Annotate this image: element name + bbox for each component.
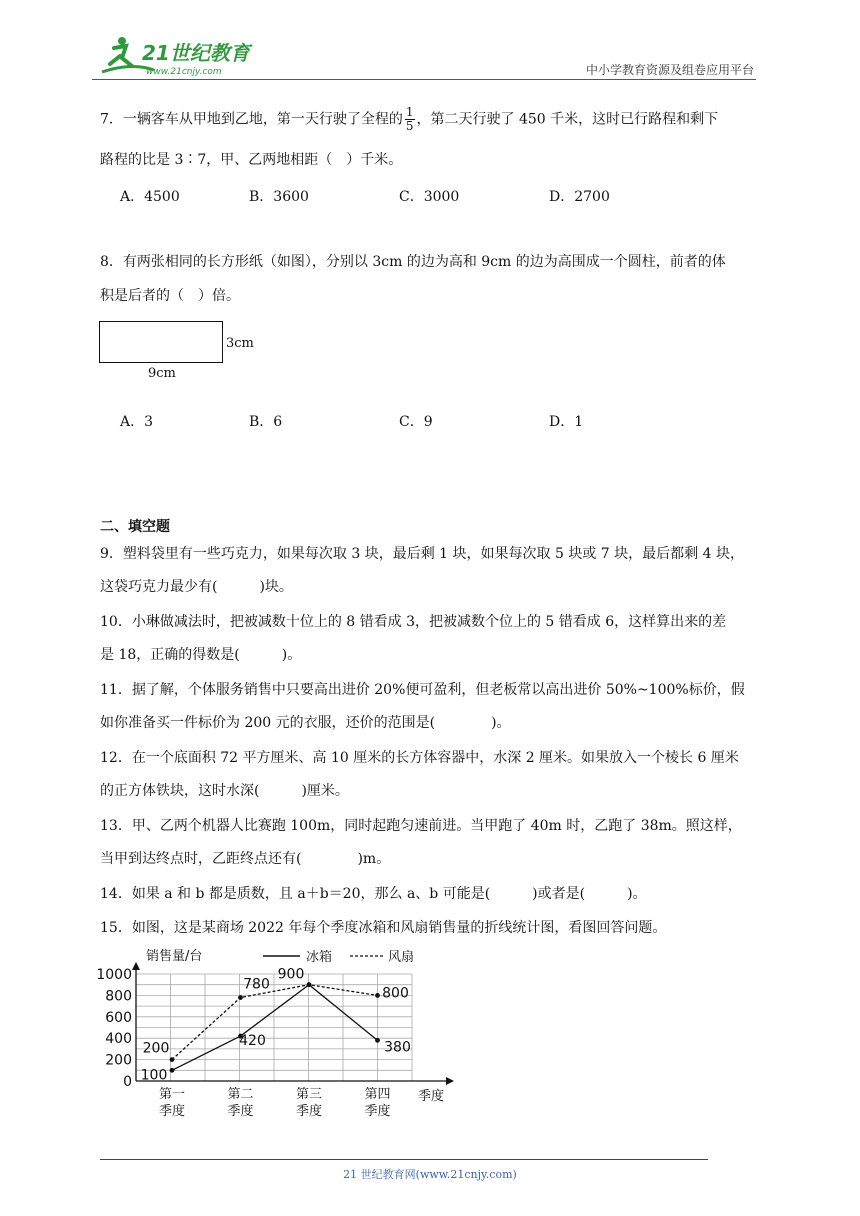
q7-option-d: D．2700 (549, 189, 610, 205)
y-tick-label: 600 (105, 1009, 132, 1026)
y-tick-label: 1000 (96, 967, 132, 983)
question-13-line2: 当甲到达终点时，乙距终点还有( )m。 (100, 851, 391, 867)
question-12-line2: 的正方体铁块，这时水深( )厘米。 (100, 783, 349, 799)
q7-option-a: A．4500 (120, 189, 180, 205)
y-tick-label: 800 (105, 988, 132, 1005)
question-8-line1: 8．有两张相同的长方形纸（如图），分别以 3cm 的边为高和 9cm 的边为高围成一个圆柱，前者的体 (100, 254, 726, 270)
y-tick-label: 0 (123, 1074, 132, 1090)
footer-text: 21 世纪教育网(www.21cnjy.com) (343, 1168, 517, 1181)
data-label: 800 (382, 985, 409, 1002)
x-axis-arrow (446, 1077, 454, 1085)
data-point (170, 1068, 175, 1073)
data-label: 380 (384, 1039, 411, 1056)
q8-option-d: D．1 (549, 414, 584, 430)
question-10-line2: 是 18，正确的得数是( )。 (100, 647, 302, 663)
question-9-line1: 9．塑料袋里有一些巧克力，如果每次取 3 块，最后剩 1 块，如果每次取 5 块或 7 块，最后都剩 4 块， (100, 546, 744, 562)
x-axis-label: 季度 (418, 1089, 445, 1104)
x-tick-label: 第三 (295, 1087, 323, 1102)
q7-option-c: C．3000 (399, 189, 460, 205)
data-point (375, 993, 380, 998)
y-tick-label: 400 (105, 1031, 132, 1048)
header-divider (92, 79, 756, 80)
legend-label-fridge: 冰箱 (306, 950, 333, 965)
question-11-line2: 如你准备买一件标价为 200 元的衣服，还价的范围是( )。 (100, 715, 511, 731)
q8-option-c: C．9 (399, 414, 433, 430)
series-line-fan (172, 985, 378, 1060)
x-tick-label: 季度 (158, 1104, 186, 1119)
question-7-line1: 7．一辆客车从甲地到乙地，第一天行驶了全程的 $\frac{1}{5}$ ，第二天行驶了 450 千米，这时已行路程和剩下 (100, 105, 719, 133)
chart-grid (136, 974, 412, 1084)
data-point (238, 995, 243, 1000)
question-7-line2: 路程的比是 3∶7，甲、乙两地相距（ ）千米。 (100, 152, 403, 168)
data-label: 780 (243, 976, 270, 993)
rectangle-figure (99, 321, 223, 363)
x-tick-label: 第二 (227, 1087, 254, 1102)
y-tick-label: 200 (105, 1052, 132, 1069)
width-label: 9cm (148, 366, 176, 381)
data-point (307, 982, 312, 987)
legend-label-fan: 风扇 (388, 950, 415, 965)
fraction: $\frac{1}{5}$ (405, 105, 414, 133)
site-logo (92, 34, 262, 78)
data-label: 900 (277, 966, 305, 983)
x-tick-label: 季度 (364, 1104, 391, 1119)
question-11-line1: 11．据了解，个体服务销售中只要高出进价 20%便可盈利，但老板常以高出进价 50%~100%标价，假 (100, 682, 745, 698)
y-axis-label: 销售量/台 (146, 949, 203, 964)
question-13-line1: 13．甲、乙两个机器人比赛跑 100m，同时起跑匀速前进。当甲跑了 40m 时，乙跑了 38m。照这样， (100, 818, 742, 834)
x-tick-label: 第一 (158, 1087, 186, 1102)
question-15: 15．如图，这是某商场 2022 年每个季度冰箱和风扇销售量的折线统计图，看图回答问题。 (100, 920, 667, 936)
question-9-line2: 这袋巧克力最少有( )块。 (100, 579, 293, 595)
y-axis-arrow (132, 962, 140, 970)
line-chart (96, 940, 460, 1125)
q8-option-b: B．6 (249, 414, 283, 430)
data-point (375, 1038, 380, 1043)
data-label: 420 (239, 1033, 266, 1050)
logo-url-text: www.21cnjy.com (146, 67, 222, 77)
x-tick-label: 季度 (227, 1104, 254, 1119)
question-10-line1: 10．小琳做减法时，把被减数十位上的 8 错看成 3，把被减数个位上的 5 错看成 6，这样算出来的差 (100, 614, 727, 630)
logo-main-text: 21世纪教育 (142, 41, 250, 65)
x-tick-label: 季度 (295, 1104, 323, 1119)
question-12-line1: 12．在一个底面积 72 平方厘米、高 10 厘米的长方体容器中，水深 2 厘米。如果放入一个棱长 6 厘米 (100, 750, 739, 766)
q8-option-a: A．3 (120, 414, 154, 430)
section-title: 二、填空题 (100, 519, 170, 535)
data-label: 200 (142, 1040, 170, 1057)
legend (263, 949, 414, 965)
data-point (170, 1057, 175, 1062)
question-8-line2: 积是后者的（ ）倍。 (100, 288, 240, 304)
height-label: 3cm (226, 336, 254, 351)
footer-divider (100, 1159, 708, 1160)
x-tick-label: 第四 (364, 1087, 391, 1102)
question-14: 14．如果 a 和 b 都是质数，且 a＋b＝20，那么 a、b 可能是( )或者是( )。 (100, 886, 647, 902)
data-label: 100 (140, 1067, 168, 1084)
q7-option-b: B．3600 (249, 189, 309, 205)
platform-name: 中小学教育资源及组卷应用平台 (585, 63, 754, 77)
